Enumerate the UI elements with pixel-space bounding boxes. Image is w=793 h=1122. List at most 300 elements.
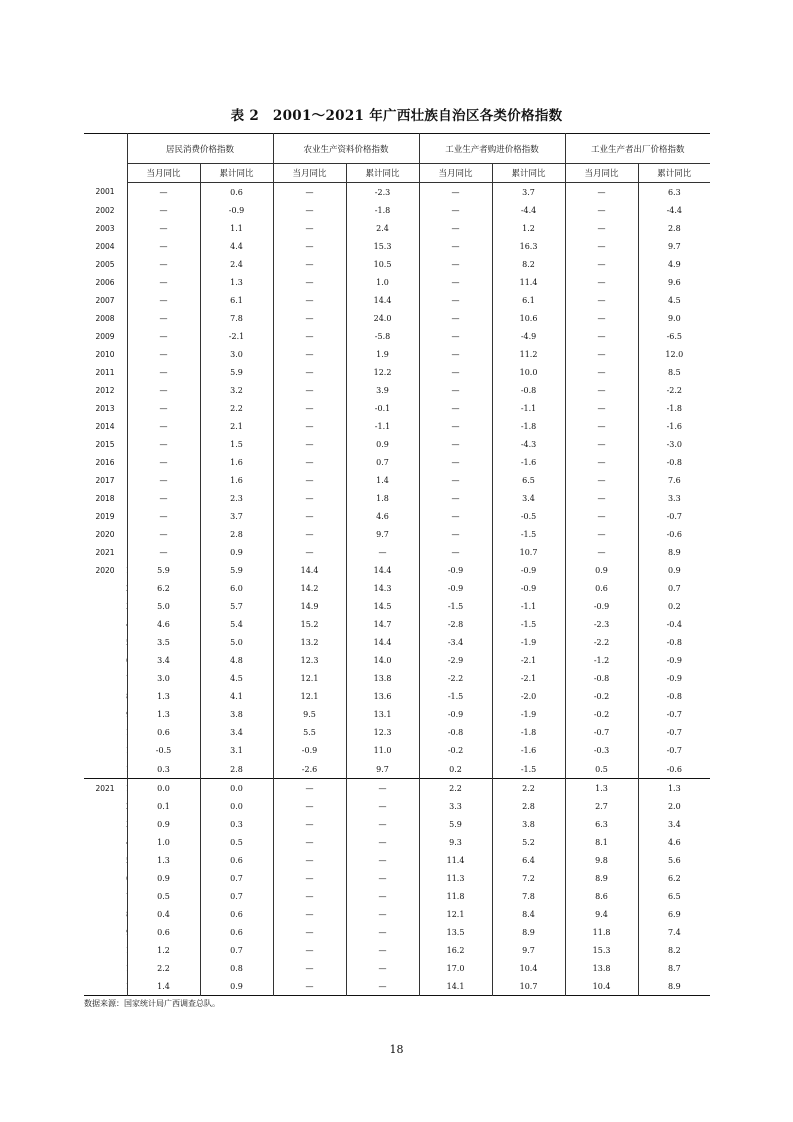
value-cell: -1.1 xyxy=(492,598,565,616)
value-cell: 0.9 xyxy=(200,544,273,562)
table-row xyxy=(84,833,710,851)
table-row xyxy=(84,905,710,923)
value-cell: 14.2 xyxy=(273,580,346,598)
value-cell: -4.4 xyxy=(638,201,710,219)
value-cell: -6.5 xyxy=(638,327,710,345)
value-cell: 0.6 xyxy=(200,905,273,923)
value-cell: 4.6 xyxy=(127,616,200,634)
value-cell: -1.5 xyxy=(419,598,492,616)
value-cell: — xyxy=(346,797,419,815)
value-cell: 14.0 xyxy=(346,652,419,670)
value-cell: 9.4 xyxy=(565,905,638,923)
value-cell: — xyxy=(419,526,492,544)
value-cell: 1.8 xyxy=(346,490,419,508)
table-row xyxy=(84,923,710,941)
value-cell: 3.7 xyxy=(492,183,565,202)
value-cell: 1.3 xyxy=(638,779,710,798)
row-year xyxy=(84,616,126,634)
value-cell: — xyxy=(273,417,346,435)
value-cell: 2.8 xyxy=(200,760,273,779)
value-cell: 1.3 xyxy=(200,273,273,291)
value-cell: 5.5 xyxy=(273,724,346,742)
value-cell: -4.9 xyxy=(492,327,565,345)
value-cell: — xyxy=(565,526,638,544)
value-cell: — xyxy=(419,183,492,202)
value-cell: — xyxy=(565,291,638,309)
value-cell: 6.9 xyxy=(638,905,710,923)
value-cell: 7.6 xyxy=(638,472,710,490)
table-row xyxy=(84,598,710,616)
row-year: 2019 xyxy=(95,512,115,522)
value-cell: — xyxy=(346,923,419,941)
value-cell: — xyxy=(419,327,492,345)
value-cell: 15.3 xyxy=(346,237,419,255)
value-cell: — xyxy=(346,815,419,833)
value-cell: — xyxy=(346,977,419,996)
value-cell: 5.9 xyxy=(200,363,273,381)
table-row xyxy=(84,760,710,779)
row-year: 2021 xyxy=(84,779,126,798)
value-cell: -2.3 xyxy=(565,616,638,634)
header-group-ppi-output: 工业生产者出厂价格指数 xyxy=(565,134,710,164)
value-cell: — xyxy=(273,851,346,869)
value-cell: 1.9 xyxy=(346,345,419,363)
value-cell: -0.9 xyxy=(273,742,346,760)
row-year xyxy=(84,905,126,923)
value-cell: 11.0 xyxy=(346,742,419,760)
value-cell: 9.7 xyxy=(638,237,710,255)
value-cell: 5.4 xyxy=(200,616,273,634)
value-cell: 5.6 xyxy=(638,851,710,869)
value-cell: -0.5 xyxy=(492,508,565,526)
value-cell: — xyxy=(419,291,492,309)
table-row xyxy=(84,490,710,508)
value-cell: 9.7 xyxy=(346,760,419,779)
value-cell: — xyxy=(346,869,419,887)
header-group-cpi: 居民消费价格指数 xyxy=(127,134,273,164)
value-cell: 3.0 xyxy=(200,345,273,363)
value-cell: 0.5 xyxy=(200,833,273,851)
table-row xyxy=(84,255,710,273)
header-sub-monthly-yoy: 当月同比 xyxy=(127,164,200,183)
value-cell: -0.1 xyxy=(346,399,419,417)
row-year xyxy=(84,923,126,941)
value-cell: -0.6 xyxy=(638,526,710,544)
value-cell: 0.6 xyxy=(127,923,200,941)
value-cell: — xyxy=(565,508,638,526)
row-year xyxy=(84,869,126,887)
value-cell: 3.4 xyxy=(127,652,200,670)
row-year: 2011 xyxy=(95,367,115,377)
table-row xyxy=(84,616,710,634)
table-row xyxy=(84,724,710,742)
value-cell: -2.0 xyxy=(492,688,565,706)
table-row xyxy=(84,327,710,345)
value-cell: 2.7 xyxy=(565,797,638,815)
header-sub-cumulative-yoy: 累计同比 xyxy=(638,164,710,183)
value-cell: -0.9 xyxy=(638,670,710,688)
header-group-ppi-purchase: 工业生产者购进价格指数 xyxy=(419,134,565,164)
value-cell: 15.2 xyxy=(273,616,346,634)
value-cell: -1.5 xyxy=(492,526,565,544)
value-cell: 2.8 xyxy=(638,219,710,237)
table-row xyxy=(84,201,710,219)
header-sub-cumulative-yoy: 累计同比 xyxy=(200,164,273,183)
value-cell: — xyxy=(127,453,200,471)
table-row xyxy=(84,670,710,688)
header-sub-monthly-yoy: 当月同比 xyxy=(565,164,638,183)
row-year xyxy=(84,959,126,977)
value-cell: 3.3 xyxy=(419,797,492,815)
value-cell: 3.3 xyxy=(638,490,710,508)
table-row xyxy=(84,291,710,309)
value-cell: -1.9 xyxy=(492,634,565,652)
value-cell: 5.9 xyxy=(200,562,273,580)
value-cell: 0.4 xyxy=(127,905,200,923)
value-cell: 6.5 xyxy=(638,887,710,905)
table-row xyxy=(84,562,710,580)
row-year: 2013 xyxy=(95,403,115,413)
value-cell: 1.2 xyxy=(492,219,565,237)
value-cell: 0.7 xyxy=(200,869,273,887)
value-cell: 8.4 xyxy=(492,905,565,923)
table-row xyxy=(84,797,710,815)
value-cell: 2.2 xyxy=(127,959,200,977)
value-cell: 1.0 xyxy=(127,833,200,851)
value-cell: 14.5 xyxy=(346,598,419,616)
value-cell: -2.6 xyxy=(273,760,346,779)
table-row xyxy=(84,435,710,453)
value-cell: 6.0 xyxy=(200,580,273,598)
row-year: 2016 xyxy=(95,457,115,467)
value-cell: — xyxy=(273,472,346,490)
value-cell: 12.1 xyxy=(419,905,492,923)
row-year: 2017 xyxy=(95,476,115,486)
table-row xyxy=(84,219,710,237)
value-cell: -0.5 xyxy=(127,742,200,760)
value-cell: — xyxy=(273,399,346,417)
value-cell: 4.5 xyxy=(200,670,273,688)
value-cell: 9.6 xyxy=(638,273,710,291)
value-cell: — xyxy=(127,508,200,526)
value-cell: 8.2 xyxy=(638,941,710,959)
value-cell: -2.2 xyxy=(638,381,710,399)
value-cell: 3.1 xyxy=(200,742,273,760)
value-cell: 5.2 xyxy=(492,833,565,851)
value-cell: — xyxy=(346,779,419,798)
value-cell: 9.0 xyxy=(638,309,710,327)
value-cell: — xyxy=(565,381,638,399)
value-cell: -0.9 xyxy=(492,580,565,598)
table-row xyxy=(84,580,710,598)
row-year xyxy=(84,688,126,706)
value-cell: 12.3 xyxy=(273,652,346,670)
value-cell: — xyxy=(273,183,346,202)
value-cell: — xyxy=(565,453,638,471)
value-cell: — xyxy=(273,905,346,923)
row-year: 2003 xyxy=(95,223,115,233)
value-cell: -0.9 xyxy=(419,562,492,580)
row-year xyxy=(84,887,126,905)
value-cell: 14.4 xyxy=(346,562,419,580)
value-cell: -0.9 xyxy=(419,706,492,724)
value-cell: -0.4 xyxy=(638,616,710,634)
row-year xyxy=(84,941,126,959)
row-year: 2020 xyxy=(95,530,115,540)
value-cell: 3.4 xyxy=(638,815,710,833)
table-row xyxy=(84,941,710,959)
value-cell: 0.9 xyxy=(127,815,200,833)
value-cell: 12.2 xyxy=(346,363,419,381)
value-cell: 0.9 xyxy=(346,435,419,453)
value-cell: -1.1 xyxy=(346,417,419,435)
table-row xyxy=(84,183,710,202)
header-sub-cumulative-yoy: 累计同比 xyxy=(346,164,419,183)
value-cell: — xyxy=(127,219,200,237)
value-cell: 6.5 xyxy=(492,472,565,490)
value-cell: -0.6 xyxy=(638,760,710,779)
value-cell: 11.3 xyxy=(419,869,492,887)
value-cell: -2.1 xyxy=(492,670,565,688)
value-cell: -0.7 xyxy=(638,742,710,760)
value-cell: 12.1 xyxy=(273,688,346,706)
value-cell: 1.3 xyxy=(565,779,638,798)
value-cell: 0.3 xyxy=(127,760,200,779)
value-cell: 1.6 xyxy=(200,453,273,471)
table-row xyxy=(84,417,710,435)
value-cell: — xyxy=(127,399,200,417)
value-cell: — xyxy=(419,381,492,399)
value-cell: 1.1 xyxy=(200,219,273,237)
row-year xyxy=(84,706,126,724)
value-cell: 4.6 xyxy=(346,508,419,526)
value-cell: 0.7 xyxy=(638,580,710,598)
value-cell: 8.1 xyxy=(565,833,638,851)
value-cell: -1.2 xyxy=(565,652,638,670)
value-cell: 2.8 xyxy=(200,526,273,544)
value-cell: -2.8 xyxy=(419,616,492,634)
value-cell: — xyxy=(419,435,492,453)
value-cell: 0.0 xyxy=(127,779,200,798)
value-cell: 14.1 xyxy=(419,977,492,996)
row-year: 2009 xyxy=(95,331,115,341)
row-year: 2002 xyxy=(95,205,115,215)
value-cell: 0.6 xyxy=(200,851,273,869)
value-cell: — xyxy=(273,923,346,941)
value-cell: 0.2 xyxy=(419,760,492,779)
value-cell: 2.2 xyxy=(200,399,273,417)
value-cell: 7.2 xyxy=(492,869,565,887)
value-cell: 14.9 xyxy=(273,598,346,616)
value-cell: 0.9 xyxy=(638,562,710,580)
value-cell: — xyxy=(419,363,492,381)
row-year: 2001 xyxy=(95,187,115,197)
value-cell: — xyxy=(565,490,638,508)
row-year: 2020 xyxy=(95,566,115,576)
value-cell: -1.6 xyxy=(492,453,565,471)
value-cell: — xyxy=(565,237,638,255)
value-cell: 11.8 xyxy=(565,923,638,941)
value-cell: -0.8 xyxy=(638,453,710,471)
value-cell: — xyxy=(419,309,492,327)
value-cell: — xyxy=(419,544,492,562)
value-cell: -0.3 xyxy=(565,742,638,760)
value-cell: 0.9 xyxy=(127,869,200,887)
value-cell: 8.6 xyxy=(565,887,638,905)
value-cell: — xyxy=(565,327,638,345)
value-cell: 16.3 xyxy=(492,237,565,255)
value-cell: — xyxy=(565,183,638,202)
value-cell: 4.6 xyxy=(638,833,710,851)
value-cell: -4.3 xyxy=(492,435,565,453)
value-cell: 13.1 xyxy=(346,706,419,724)
value-cell: 24.0 xyxy=(346,309,419,327)
table-row xyxy=(84,309,710,327)
row-year: 2007 xyxy=(95,295,115,305)
value-cell: 0.7 xyxy=(200,887,273,905)
value-cell: — xyxy=(273,977,346,996)
value-cell: — xyxy=(127,309,200,327)
value-cell: -3.0 xyxy=(638,435,710,453)
value-cell: — xyxy=(565,255,638,273)
value-cell: — xyxy=(273,815,346,833)
row-year xyxy=(84,634,126,652)
value-cell: — xyxy=(273,887,346,905)
value-cell: — xyxy=(127,183,200,202)
table-row xyxy=(84,381,710,399)
value-cell: -0.7 xyxy=(565,724,638,742)
value-cell: — xyxy=(127,273,200,291)
value-cell: -1.8 xyxy=(346,201,419,219)
value-cell: 10.4 xyxy=(565,977,638,996)
value-cell: -1.8 xyxy=(492,417,565,435)
value-cell: — xyxy=(127,381,200,399)
value-cell: 11.4 xyxy=(419,851,492,869)
value-cell: 14.3 xyxy=(346,580,419,598)
value-cell: 15.3 xyxy=(565,941,638,959)
value-cell: 2.4 xyxy=(346,219,419,237)
value-cell: 14.7 xyxy=(346,616,419,634)
value-cell: 3.4 xyxy=(492,490,565,508)
table-row xyxy=(84,634,710,652)
value-cell: — xyxy=(419,453,492,471)
value-cell: 3.9 xyxy=(346,381,419,399)
value-cell: — xyxy=(419,219,492,237)
value-cell: -0.7 xyxy=(638,706,710,724)
value-cell: 0.7 xyxy=(200,941,273,959)
value-cell: 12.0 xyxy=(638,345,710,363)
table-row xyxy=(84,959,710,977)
row-year: 2005 xyxy=(95,259,115,269)
value-cell: — xyxy=(565,201,638,219)
value-cell: 4.8 xyxy=(200,652,273,670)
row-year xyxy=(84,670,126,688)
value-cell: 3.8 xyxy=(492,815,565,833)
value-cell: 0.6 xyxy=(200,923,273,941)
value-cell: 1.6 xyxy=(200,472,273,490)
value-cell: — xyxy=(273,544,346,562)
value-cell: 6.1 xyxy=(200,291,273,309)
value-cell: 2.4 xyxy=(200,255,273,273)
value-cell: — xyxy=(565,472,638,490)
value-cell: — xyxy=(419,237,492,255)
value-cell: 1.0 xyxy=(346,273,419,291)
value-cell: 0.6 xyxy=(565,580,638,598)
value-cell: 7.4 xyxy=(638,923,710,941)
value-cell: 2.0 xyxy=(638,797,710,815)
value-cell: — xyxy=(419,508,492,526)
value-cell: 13.6 xyxy=(346,688,419,706)
value-cell: — xyxy=(419,273,492,291)
value-cell: — xyxy=(346,833,419,851)
value-cell: — xyxy=(419,472,492,490)
value-cell: 4.9 xyxy=(638,255,710,273)
value-cell: -1.1 xyxy=(492,399,565,417)
value-cell: 8.9 xyxy=(638,544,710,562)
value-cell: — xyxy=(565,363,638,381)
value-cell: -5.8 xyxy=(346,327,419,345)
table-row xyxy=(84,742,710,760)
row-year: 2018 xyxy=(95,494,115,504)
value-cell: 10.7 xyxy=(492,977,565,996)
value-cell: 2.1 xyxy=(200,417,273,435)
value-cell: 8.5 xyxy=(638,363,710,381)
row-year xyxy=(84,797,126,815)
value-cell: — xyxy=(127,291,200,309)
value-cell: 12.1 xyxy=(273,670,346,688)
header-sub-monthly-yoy: 当月同比 xyxy=(273,164,346,183)
value-cell: 2.8 xyxy=(492,797,565,815)
value-cell: 14.4 xyxy=(273,562,346,580)
value-cell: 1.2 xyxy=(127,941,200,959)
value-cell: -1.6 xyxy=(492,742,565,760)
value-cell: — xyxy=(346,959,419,977)
value-cell: 0.9 xyxy=(200,977,273,996)
value-cell: — xyxy=(127,472,200,490)
value-cell: — xyxy=(565,399,638,417)
value-cell: — xyxy=(565,273,638,291)
value-cell: — xyxy=(346,941,419,959)
row-year xyxy=(84,851,126,869)
value-cell: 0.9 xyxy=(565,562,638,580)
value-cell: 1.4 xyxy=(346,472,419,490)
table-row xyxy=(84,472,710,490)
value-cell: 13.8 xyxy=(346,670,419,688)
row-year xyxy=(84,977,126,996)
value-cell: — xyxy=(273,508,346,526)
value-cell: 3.8 xyxy=(200,706,273,724)
value-cell: 6.2 xyxy=(127,580,200,598)
value-cell: — xyxy=(273,833,346,851)
table-row xyxy=(84,869,710,887)
value-cell: — xyxy=(273,797,346,815)
value-cell: — xyxy=(127,255,200,273)
table-row xyxy=(84,237,710,255)
value-cell: 14.4 xyxy=(346,291,419,309)
value-cell: -0.9 xyxy=(565,598,638,616)
value-cell: — xyxy=(273,490,346,508)
value-cell: — xyxy=(273,453,346,471)
value-cell: 4.4 xyxy=(200,237,273,255)
value-cell: 5.0 xyxy=(127,598,200,616)
value-cell: 9.7 xyxy=(346,526,419,544)
value-cell: -2.9 xyxy=(419,652,492,670)
value-cell: — xyxy=(127,435,200,453)
value-cell: 6.2 xyxy=(638,869,710,887)
value-cell: — xyxy=(419,255,492,273)
value-cell: -0.8 xyxy=(419,724,492,742)
value-cell: -0.9 xyxy=(200,201,273,219)
